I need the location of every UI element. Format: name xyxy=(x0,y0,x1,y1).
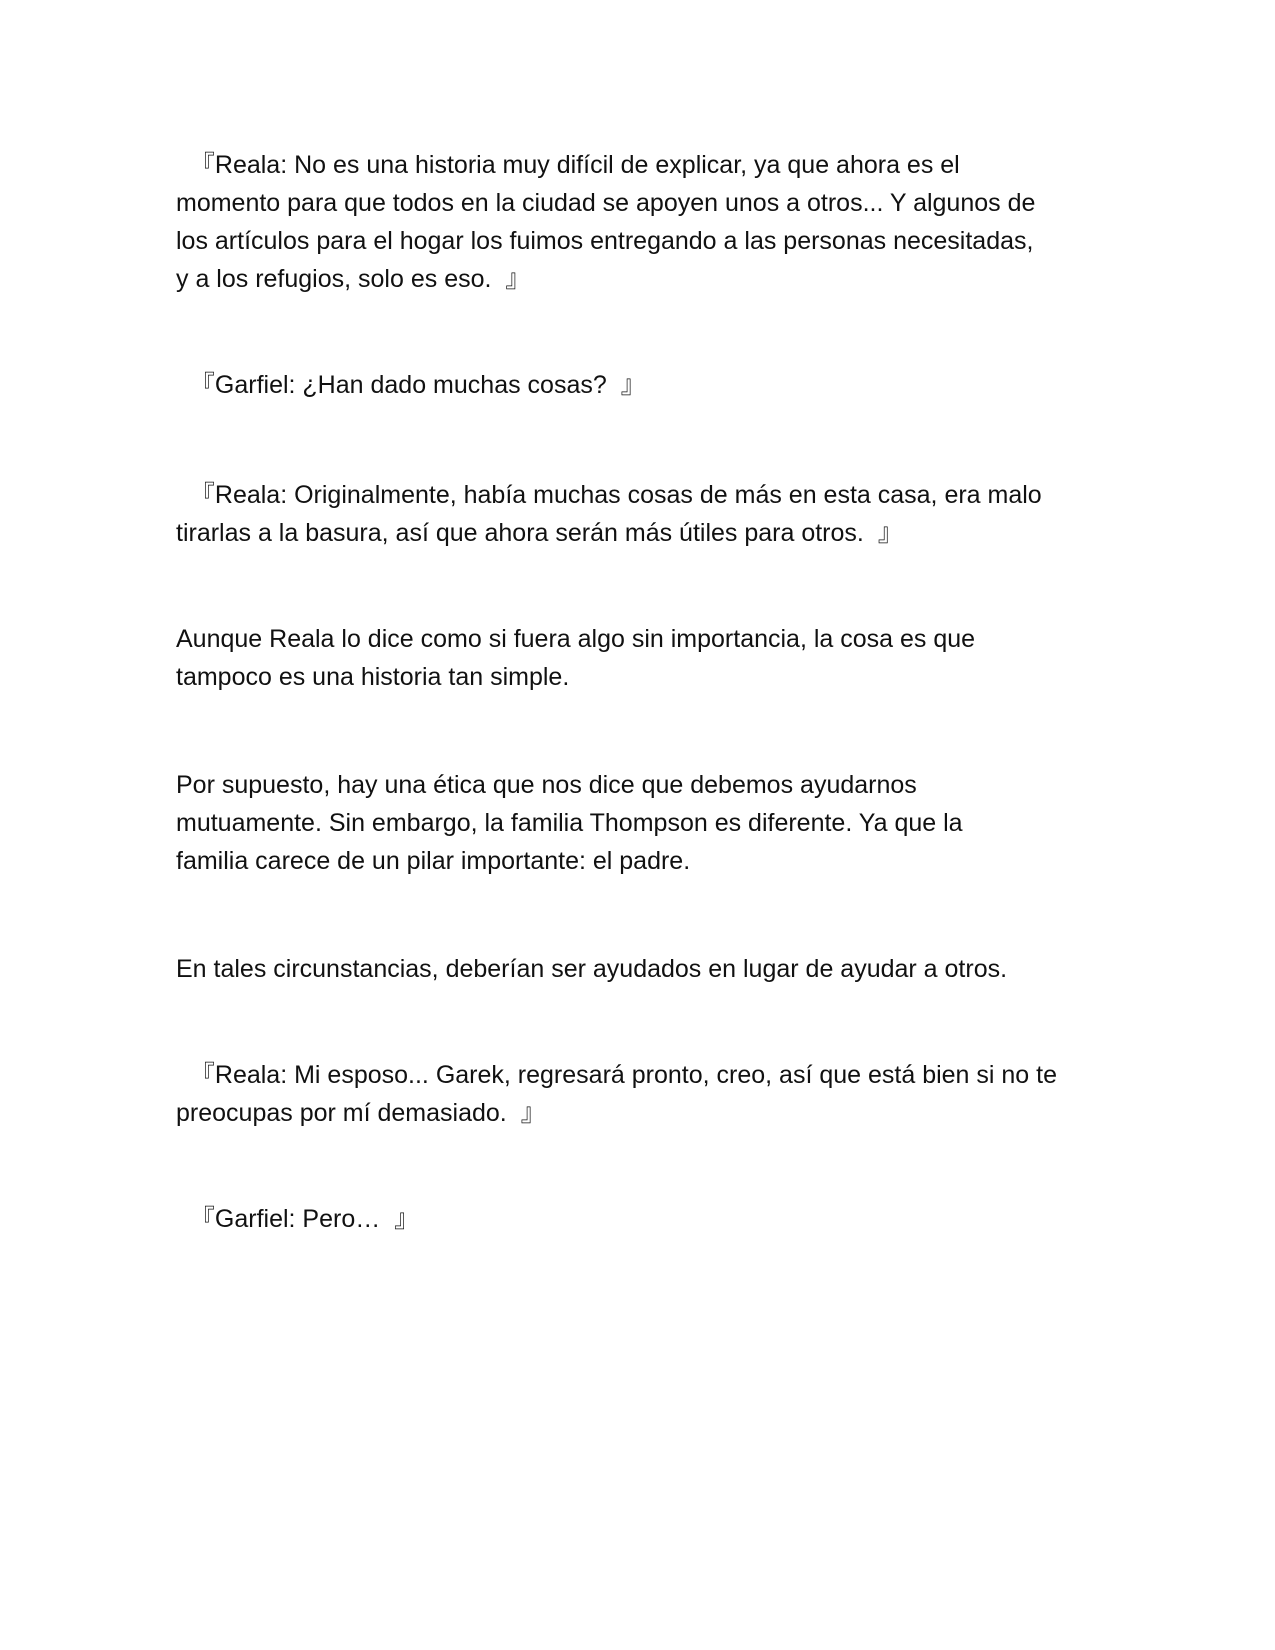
narration-paragraph-2 xyxy=(176,766,1106,880)
text-line: mutuamente. Sin embargo, la familia Thompson es diferente. Ya que la xyxy=(176,809,963,837)
narration-paragraph-1 xyxy=(176,620,1106,696)
text-column xyxy=(176,146,1106,1238)
dialogue-paragraph-reala-1 xyxy=(176,146,1106,298)
text-line: tirarlas a la basura, así que ahora serán más útiles para otros. 』 xyxy=(176,519,903,547)
text-line: los artículos para el hogar los fuimos entregando a las personas necesitadas, xyxy=(176,227,1034,255)
text-line: familia carece de un pilar importante: el padre. xyxy=(176,847,691,875)
dialogue-paragraph-garfiel-1 xyxy=(176,366,1106,404)
text-line: 『Reala: Mi esposo... Garek, regresará pronto, creo, así que está bien si no te xyxy=(176,1061,1058,1089)
text-line: En tales circunstancias, deberían ser ayudados en lugar de ayudar a otros. xyxy=(176,955,1008,983)
text-line: y a los refugios, solo es eso. 』 xyxy=(176,265,531,293)
text-line: 『Reala: No es una historia muy difícil de explicar, ya que ahora es el xyxy=(176,151,960,179)
text-line: 『Reala: Originalmente, había muchas cosas de más en esta casa, era malo xyxy=(176,481,1042,509)
text-line: 『Garfiel: Pero… 』 xyxy=(176,1205,420,1233)
text-line: preocupas por mí demasiado. 』 xyxy=(176,1099,546,1127)
text-line: momento para que todos en la ciudad se apoyen unos a otros... Y algunos de xyxy=(176,189,1036,217)
dialogue-paragraph-garfiel-2 xyxy=(176,1200,1106,1238)
text-line: tampoco es una historia tan simple. xyxy=(176,663,570,691)
text-line: Aunque Reala lo dice como si fuera algo sin importancia, la cosa es que xyxy=(176,625,976,653)
narration-paragraph-3 xyxy=(176,950,1106,988)
dialogue-paragraph-reala-2 xyxy=(176,476,1106,552)
text-line: 『Garfiel: ¿Han dado muchas cosas? 』 xyxy=(176,371,646,399)
text-line: Por supuesto, hay una ética que nos dice que debemos ayudarnos xyxy=(176,771,917,799)
dialogue-paragraph-reala-3 xyxy=(176,1056,1106,1132)
